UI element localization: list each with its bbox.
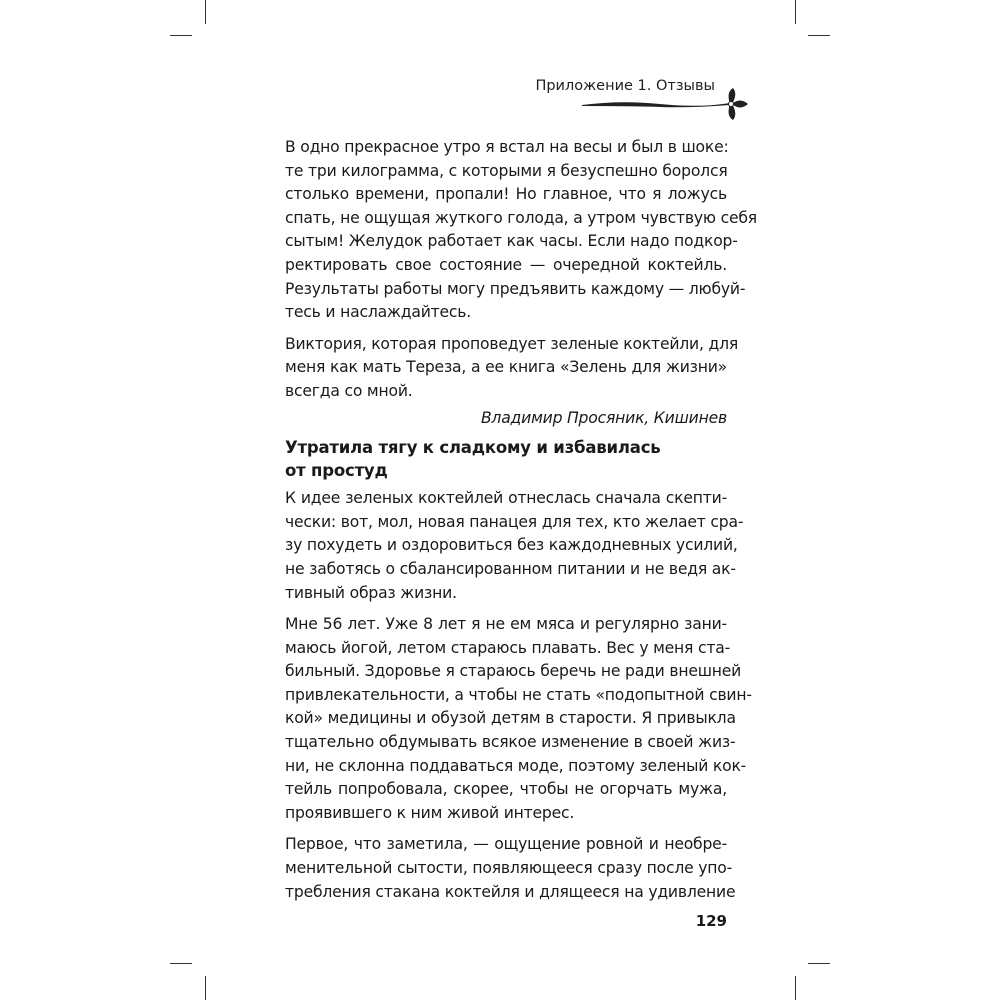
text-line: бильный. Здоровье я стараюсь беречь не ради внешней [285, 662, 742, 681]
text-line: Виктория, которая проповедует зеленые коктейли, для [285, 334, 739, 353]
section-heading [285, 436, 727, 482]
text-line: В одно прекрасное утро я встал на весы и был в шоке: [285, 138, 729, 156]
text-line: меня как мать Тереза, а ее книга «Зелень для жизни» [285, 358, 727, 377]
text-line: сытым! Желудок работает как часы. Если надо подкор- [285, 232, 738, 251]
text-line: К идее зеленых коктейлей отнеслась сначала скепти- [285, 489, 727, 508]
text-line: Результаты работы могу предъявить каждому — любуй- [285, 279, 746, 298]
paragraph [285, 487, 744, 605]
crop-mark [795, 976, 796, 1000]
running-header: Приложение 1. Отзывы [535, 78, 715, 94]
signature: Владимир Просяник, Кишинев [480, 408, 727, 427]
crop-mark [808, 963, 830, 964]
text-line: требления стакана коктейля и длящееся на удивление [285, 882, 736, 901]
text-line: чески: вот, мол, новая панацея для тех, кто желает сра- [285, 512, 744, 531]
paragraph [285, 833, 736, 904]
text-line: маюсь йогой, летом стараюсь плавать. Вес у меня ста- [285, 638, 731, 657]
crop-mark [170, 35, 192, 36]
text-line: ни, не склонна поддаваться моде, поэтому зеленый кок- [285, 756, 747, 775]
text-line: тщательно обдумывать всякое изменение в своей жиз- [285, 733, 736, 752]
text-line: те три килограмма, с которыми я безуспешно боролся [285, 161, 728, 180]
text-line: Мне 56 лет. Уже 8 лет я не ем мяса и регулярно зани- [285, 615, 727, 634]
crop-mark [205, 0, 206, 24]
text-line: привлекательности, а чтобы не стать «подопытной свин- [285, 685, 752, 704]
text-line: ректировать свое состояние — очередной коктейль. [285, 255, 727, 274]
text-line: не заботясь о сбалансированном питании и не ведя ак- [285, 559, 736, 578]
text-line: спать, не ощущая жуткого голода, а утром чувствую себя [285, 208, 757, 227]
leaf-ornament-icon [580, 88, 750, 128]
text-line: тесь и наслаждайтесь. [285, 303, 472, 322]
text-line: тивный образ жизни. [285, 583, 457, 602]
crop-mark [795, 0, 796, 24]
paragraph [285, 136, 757, 325]
text-line: Первое, что заметила, — ощущение ровной и необре- [285, 835, 727, 854]
text-line: всегда со мной. [285, 381, 413, 400]
crop-mark [170, 963, 192, 964]
paragraph [285, 613, 752, 825]
heading-line: от простуд [285, 461, 388, 481]
text-line: проявившего к ним живой интерес. [285, 803, 575, 822]
paragraph [285, 333, 739, 404]
heading-line: Утратила тягу к сладкому и избавилась [285, 438, 661, 458]
text-line: кой» медицины и обузой детям в старости. Я привыкла [285, 709, 736, 728]
text-line: зу похудеть и оздоровиться без каждодневных усилий, [285, 536, 738, 555]
crop-mark [808, 35, 830, 36]
crop-mark [205, 976, 206, 1000]
page-number: 129 [695, 912, 727, 930]
text-line: менительной сытости, появляющееся сразу после упо- [285, 859, 733, 878]
text-line: столько времени, пропали! Но главное, что я ложусь [285, 185, 727, 204]
text-line: тейль попробовала, скорее, чтобы не огорчать мужа, [285, 780, 727, 799]
page-body [285, 136, 757, 912]
